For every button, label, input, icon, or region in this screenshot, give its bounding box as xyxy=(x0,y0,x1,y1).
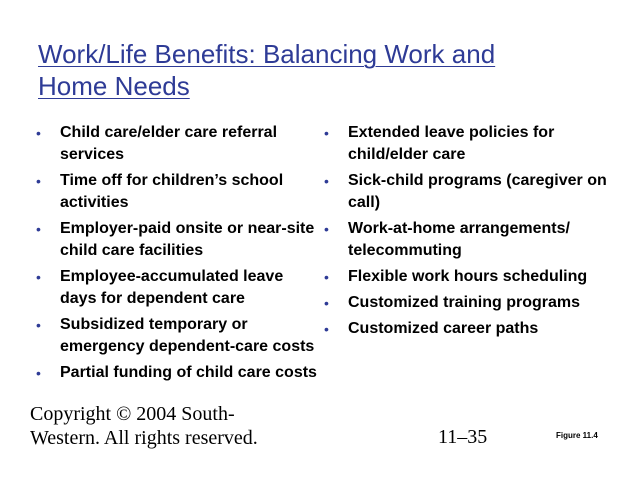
bullet-text: Child care/elder care referral services xyxy=(60,124,278,163)
bullet-icon: • xyxy=(36,173,41,189)
bullet-icon: • xyxy=(36,317,41,333)
bullet-icon: • xyxy=(36,269,41,285)
bullet-text: Extended leave policies for child/elder care xyxy=(348,124,555,163)
bullet-icon: • xyxy=(324,295,329,311)
figure-label: Figure 11.4 xyxy=(556,431,598,440)
copyright-line-2: Western. All rights reserved. xyxy=(30,427,258,449)
slide-title xyxy=(38,38,578,102)
bullet-text: Subsidized temporary or emergency dependent-care costs xyxy=(60,316,315,355)
bullet-text: Flexible work hours scheduling xyxy=(348,268,588,285)
bullet-icon: • xyxy=(324,221,329,237)
bullet-icon: • xyxy=(36,125,41,141)
left-bullet-column xyxy=(30,122,318,388)
bullet-item xyxy=(318,170,618,214)
bullet-icon: • xyxy=(324,125,329,141)
bullet-text: Customized career paths xyxy=(348,320,539,337)
right-bullet-list xyxy=(318,122,618,340)
bullet-item xyxy=(30,218,318,262)
right-bullet-column xyxy=(318,122,618,344)
bullet-icon: • xyxy=(324,173,329,189)
bullet-item xyxy=(30,122,318,166)
bullet-text: Work-at-home arrangements/ telecommuting xyxy=(348,220,570,259)
bullet-text: Time off for children’s school activities xyxy=(60,172,284,211)
slide-title-line-1: Work/Life Benefits: Balancing Work and xyxy=(38,39,496,69)
copyright-notice xyxy=(30,402,290,450)
bullet-item xyxy=(30,314,318,358)
bullet-icon: • xyxy=(36,221,41,237)
bullet-item xyxy=(318,218,618,262)
bullet-item xyxy=(318,318,618,340)
bullet-text: Customized training programs xyxy=(348,294,581,311)
bullet-item xyxy=(318,266,618,288)
bullet-icon: • xyxy=(36,365,41,381)
bullet-item xyxy=(30,362,318,384)
page-number: 11–35 xyxy=(438,426,488,448)
bullet-icon: • xyxy=(324,269,329,285)
bullet-text: Employer-paid onsite or near-site child care facilities xyxy=(60,220,315,259)
bullet-icon: • xyxy=(324,321,329,337)
copyright-line-1: Copyright © 2004 South- xyxy=(30,403,235,425)
slide-title-line-2: Home Needs xyxy=(38,71,190,101)
bullet-text: Sick-child programs (caregiver on call) xyxy=(348,172,607,211)
bullet-item xyxy=(318,122,618,166)
bullet-item xyxy=(30,266,318,310)
bullet-item xyxy=(318,292,618,314)
bullet-text: Partial funding of child care costs xyxy=(60,364,317,381)
bullet-text: Employee-accumulated leave days for dependent care xyxy=(60,268,284,307)
bullet-item xyxy=(30,170,318,214)
left-bullet-list xyxy=(30,122,318,384)
